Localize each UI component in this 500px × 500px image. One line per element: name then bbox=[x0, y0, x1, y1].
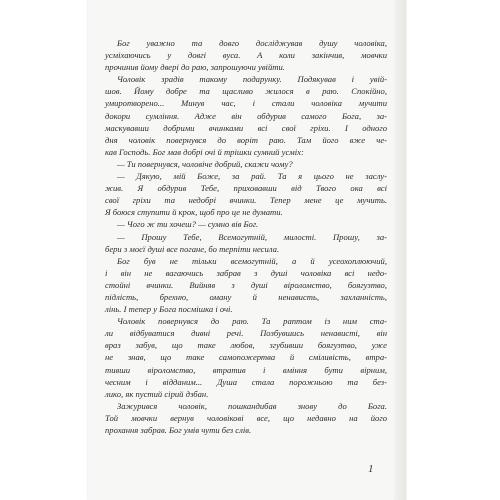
text-line: маскувавши добрими вчинками всі свої гріхи. І одного bbox=[105, 122, 387, 133]
text-line: Бог був не тільки всемогутній, а й усеохоплюючий, bbox=[117, 255, 387, 266]
text-line: жив. Я обдурив Тебе, приховавши від Твого ока всі bbox=[105, 183, 387, 194]
text-line: ли відбуватися дивні речі. Позбувшись ненависті, він bbox=[105, 328, 387, 339]
text-line: тивши віроломство, втратив і вміння бути вірним, bbox=[105, 364, 387, 375]
text-line: і він не вагаючись забрав з душі чоловіка всі недо- bbox=[105, 267, 387, 278]
text-line: лико, як пустий сірий дзбан. bbox=[105, 388, 209, 399]
text-line: Я боюся ступити й крок, щоб про це не думати. bbox=[105, 207, 283, 218]
text-line: прочинив йому двері до раю, запрошуючи увійти. bbox=[105, 62, 285, 73]
body-text bbox=[105, 37, 387, 436]
text-line: прохання забрав. Бог умів чути без слів. bbox=[105, 425, 252, 435]
text-line: шов. Йому добре та щасливо жилося в раю. Спокійно, bbox=[105, 86, 387, 97]
text-line: лінь. І тепер у Бога посмішка і очі. bbox=[105, 304, 233, 315]
text-line: Чоловік повернувся до раю. Та раптом із ним ста- bbox=[117, 316, 387, 327]
text-line: Зажурився чоловік, пошкандибав знову до Бога. bbox=[117, 400, 387, 411]
text-line: докори сумління. Адже він обдурив самого Бога, за- bbox=[105, 110, 387, 121]
paper-edge-shadow bbox=[394, 0, 406, 500]
text-line: — Прошу Тебе, Всемогутній, милості. Прошу, за- bbox=[117, 231, 387, 242]
text-line: Бог уважно та довго досліджував душу чоловіка, bbox=[117, 38, 387, 48]
text-line: — Ти повернувся, чоловіче добрий, скажи чому? bbox=[117, 158, 293, 169]
text-line: — Дякую, мій Боже, за рай. Та я цього не заслу- bbox=[117, 171, 387, 182]
text-line: враз забув, що таке любов, згубивши боягузтво, уже bbox=[105, 340, 387, 351]
text-line: Той мовчки вернув чоловікові все, що недавно на його bbox=[105, 412, 387, 423]
text-line: усміхаючись у довгі вуса. А коли закінчив, мовчки bbox=[105, 50, 387, 61]
text-line: умиротворено... Минув час, і стали чоловіка мучити bbox=[105, 98, 387, 109]
text-line: Чоловік зрадів такому подарунку. Подякував і увій- bbox=[117, 74, 387, 85]
text-line: бери з моєї душі все погане, бо терпіти несила. bbox=[105, 243, 280, 254]
text-line: стойні вчинки. Вийняв з душі віроломство, боягузтво, bbox=[105, 279, 387, 290]
text-line: не знав, що таке самопожертва й сміливість, втра- bbox=[105, 352, 387, 363]
text-line: підлість, брехню, оману й ненависть, захланність, bbox=[105, 291, 387, 302]
page-number: 1 bbox=[368, 463, 374, 475]
text-line: кав Господь. Бог мав добрі очі й трішки сумний усміх: bbox=[105, 146, 304, 157]
text-line: чесним і відданим... Душа стала порожньою та без- bbox=[105, 376, 387, 387]
text-line: дня чоловік повернувся до воріт раю. Там його вже че- bbox=[105, 134, 387, 145]
text-line: — Чого ж ти хочеш? — сумно вів Бог. bbox=[117, 219, 259, 230]
text-line: свої гріхи та недобрі вчинки. Тепер мене це мучить. bbox=[105, 195, 387, 206]
